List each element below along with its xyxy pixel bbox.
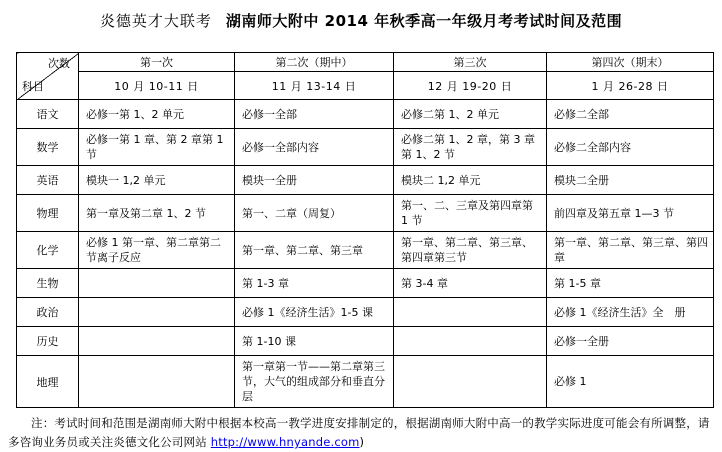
col-header-round-4: 第四次（期末）: [547, 53, 714, 72]
table-row-physics: [17, 195, 714, 232]
subject-label: 数学: [17, 129, 79, 166]
subject-label: 历史: [17, 327, 79, 356]
col-header-round-1: 第一次: [79, 53, 235, 72]
table-row-math: [17, 129, 714, 166]
table-row-english: [17, 166, 714, 195]
scope-cell: [394, 356, 547, 408]
subject-label: 英语: [17, 166, 79, 195]
title-brand: 炎德英才大联考: [99, 12, 212, 30]
col-header-date-1: 10 月 10-11 日: [79, 72, 235, 100]
scope-cell: 必修 1: [547, 356, 714, 408]
scope-cell: 必修 1 第一章、第二章第二节离子反应: [79, 232, 235, 269]
scope-cell: 第一章、第二章、第三章、第四章: [547, 232, 714, 269]
scope-cell: 必修一全部: [235, 100, 394, 129]
table-row-politics: [17, 298, 714, 327]
scope-cell: 第一、二章（周复）: [235, 195, 394, 232]
scope-cell: 必修 1《经济生活》全 册: [547, 298, 714, 327]
scope-cell: 第 1-5 章: [547, 269, 714, 298]
footer-note-suffix: ): [359, 435, 365, 449]
scope-cell: 必修 1《经济生活》1-5 课: [235, 298, 394, 327]
scope-cell: 必修二全部内容: [547, 129, 714, 166]
scope-cell: 第一章、第二章、第三章、第四章第三节: [394, 232, 547, 269]
col-header-date-4: 1 月 26-28 日: [547, 72, 714, 100]
scope-cell: 第 3-4 章: [394, 269, 547, 298]
subject-label: 化学: [17, 232, 79, 269]
corner-label-subject: 科目: [22, 80, 44, 93]
scope-cell: 第 1-10 课: [235, 327, 394, 356]
scope-cell: [394, 327, 547, 356]
subject-label: 语文: [17, 100, 79, 129]
scope-cell: 前四章及第五章 1—3 节: [547, 195, 714, 232]
scope-cell: 必修二全部: [547, 100, 714, 129]
footer-note-text: 注：考试时间和范围是湖南师大附中根据本校高一教学进度安排制定的，根据湖南师大附中高一的教学实际进度可能会有所调整，请多咨询业务员或关注炎德文化公司网站: [8, 416, 710, 449]
scope-cell: 必修一全部内容: [235, 129, 394, 166]
scope-cell: 模块一 1,2 单元: [79, 166, 235, 195]
col-header-round-3: 第三次: [394, 53, 547, 72]
scope-cell: 第 1-3 章: [235, 269, 394, 298]
corner-header-cell: [17, 53, 79, 100]
col-header-date-3: 12 月 19-20 日: [394, 72, 547, 100]
subject-label: 物理: [17, 195, 79, 232]
table-row-chemistry: [17, 232, 714, 269]
scope-cell: [79, 356, 235, 408]
scope-cell: 必修二第 1、2 章，第 3 章第 1、2 节: [394, 129, 547, 166]
title-main: 湖南师大附中 2014 年秋季高一年级月考考试时间及范围: [225, 12, 623, 30]
scope-cell: [394, 298, 547, 327]
scope-cell: 模块二 1,2 单元: [394, 166, 547, 195]
website-link[interactable]: http://www.hnyande.com: [210, 435, 360, 449]
scope-cell: 必修一第 1、2 单元: [79, 100, 235, 129]
scope-cell: 第一章、第二章、第三章: [235, 232, 394, 269]
table-row-geography: [17, 356, 714, 408]
subject-label: 政治: [17, 298, 79, 327]
page-title: [0, 10, 722, 32]
scope-cell: 第一章及第二章 1、2 节: [79, 195, 235, 232]
scope-cell: 必修一全册: [547, 327, 714, 356]
scope-cell: 必修二第 1、2 单元: [394, 100, 547, 129]
footer-note: [8, 414, 714, 452]
table-row-biology: [17, 269, 714, 298]
table-row-chinese: [17, 100, 714, 129]
scope-cell: 第一章第一节——第二章第三节，大气的组成部分和垂直分层: [235, 356, 394, 408]
scope-cell: [79, 298, 235, 327]
table-row-history: [17, 327, 714, 356]
col-header-round-2: 第二次（期中）: [235, 53, 394, 72]
scope-cell: 模块二全册: [547, 166, 714, 195]
exam-schedule-table: [16, 52, 714, 408]
subject-label: 生物: [17, 269, 79, 298]
scope-cell: 模块一全册: [235, 166, 394, 195]
scope-cell: [79, 269, 235, 298]
scope-cell: 第一、二、三章及第四章第 1 节: [394, 195, 547, 232]
subject-label: 地理: [17, 356, 79, 408]
scope-cell: [79, 327, 235, 356]
corner-label-round: 次数: [48, 57, 70, 70]
col-header-date-2: 11 月 13-14 日: [235, 72, 394, 100]
scope-cell: 必修一第 1 章、第 2 章第 1 节: [79, 129, 235, 166]
